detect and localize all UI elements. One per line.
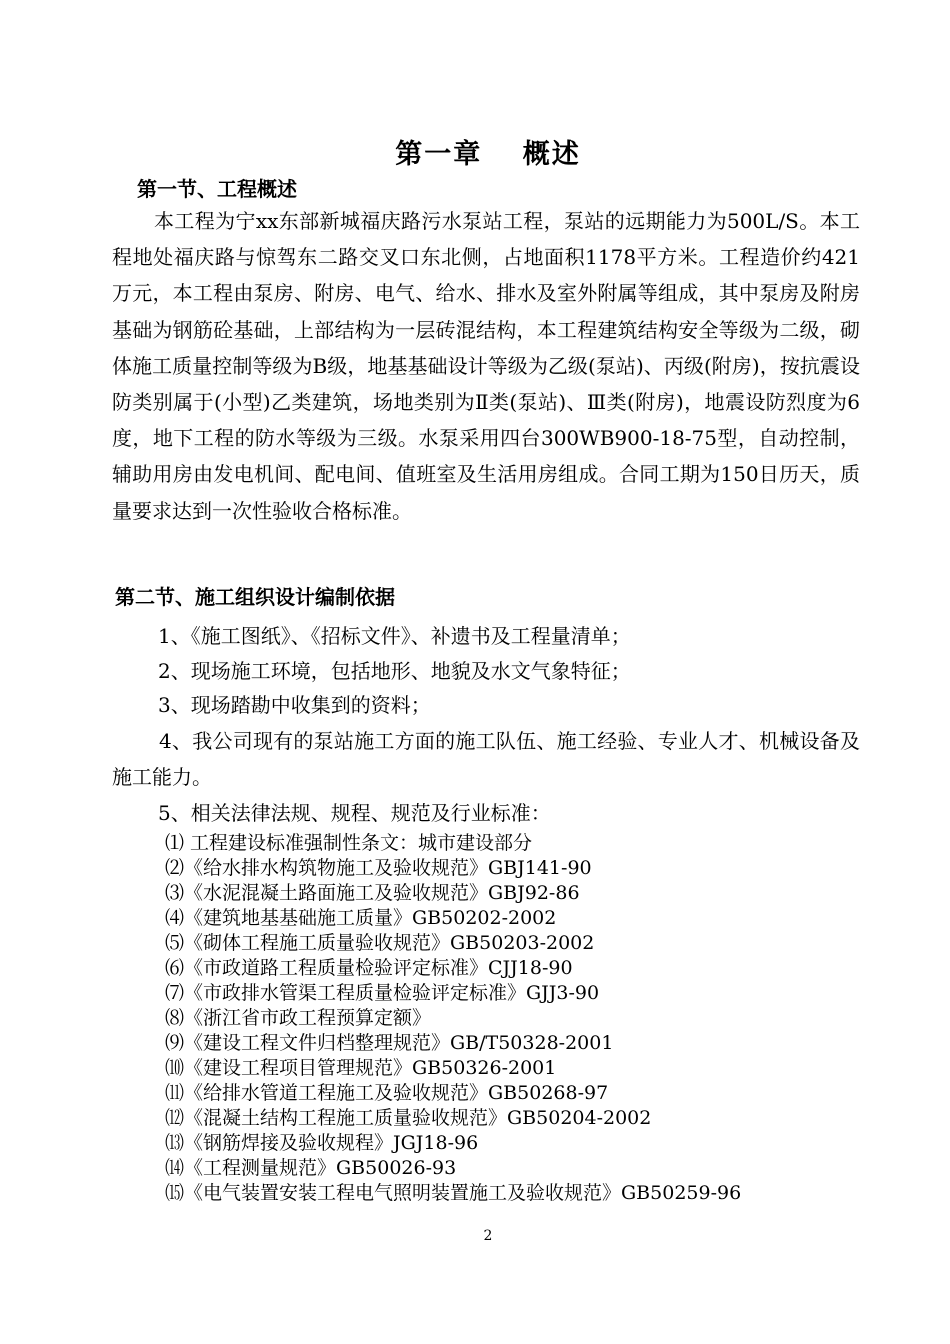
reference-item: ⑾《给排水管道工程施工及验收规范》GB50268-97 xyxy=(165,1082,609,1104)
reference-item: ⑼《建设工程文件归档整理规范》GB/T50328-2001 xyxy=(165,1032,614,1054)
reference-item: ⑿《混凝土结构工程施工质量验收规范》GB50204-2002 xyxy=(165,1107,652,1129)
reference-item: ⒂《电气装置安装工程电气照明装置施工及验收规范》GB50259-96 xyxy=(165,1182,742,1204)
page-number: 2 xyxy=(483,1228,493,1244)
reference-item: ⑸《砌体工程施工质量验收规范》GB50203-2002 xyxy=(165,932,595,954)
reference-item: ⑻《浙江省市政工程预算定额》 xyxy=(165,1007,432,1029)
basis-item-4: 4、我公司现有的泵站施工方面的施工队伍、施工经验、专业人才、机械设备及施工能力。 xyxy=(112,729,860,789)
section-heading-basis: 第二节、施工组织设计编制依据 xyxy=(115,585,395,609)
reference-item: ⑺《市政排水管渠工程质量检验评定标准》GJJ3-90 xyxy=(165,982,600,1004)
section-heading-overview: 第一节、工程概述 xyxy=(137,177,297,201)
reference-item: ⑴ 工程建设标准强制性条文：城市建设部分 xyxy=(165,832,533,854)
reference-item: ⑹《市政道路工程质量检验评定标准》CJJ18-90 xyxy=(165,957,573,979)
basis-item-2: 2、现场施工环境，包括地形、地貌及水文气象特征； xyxy=(158,659,631,683)
reference-item: ⑽《建设工程项目管理规范》GB50326-2001 xyxy=(165,1057,557,1079)
basis-item-1: 1、《施工图纸》、《招标文件》、补遗书及工程量清单； xyxy=(158,624,631,648)
project-overview-paragraph: 本工程为宁xx东部新城福庆路污水泵站工程，泵站的远期能力为500L/S。本工程地处福庆路与惊驾东二路交叉口东北侧，占地面积1178平方米。工程造价约421万元，本工程由泵房、附房、电气、给水、排水及室外附属等组成，其中泵房及附房基础为钢筋砼基础，上部结构为一层砖混结构，本工程建筑结构安全等级为二级，砌体施工质量控制等级为B级，地基基础设计等级为乙级(泵站)、丙级(附房)，按抗震设防类别属于(小型)乙类建筑，场地类别为Ⅱ类(泵站)、Ⅲ类(附房)，地震设防烈度为6度，地下工程的防水等级为三级。水泵采用四台300WB900-18-75型，自动控制，辅助用房由发电机间、配电间、值班室及生活用房组成。合同工期为150日历天，质量要求达到一次性验收合格标准。 xyxy=(112,209,860,523)
reference-item: ⒁《工程测量规范》GB50026-93 xyxy=(165,1157,457,1179)
chapter-title: 第一章 概述 xyxy=(395,139,581,170)
basis-item-3: 3、现场踏勘中收集到的资料； xyxy=(158,693,431,717)
basis-item-5: 5、相关法律法规、规程、规范及行业标准： xyxy=(158,801,551,825)
reference-item: ⑷《建筑地基基础施工质量》GB50202-2002 xyxy=(165,907,557,929)
reference-item: ⒀《钢筋焊接及验收规程》JGJ18-96 xyxy=(165,1132,479,1154)
reference-item: ⑶《水泥混凝土路面施工及验收规范》GBJ92-86 xyxy=(165,882,580,904)
reference-item: ⑵《给水排水构筑物施工及验收规范》GBJ141-90 xyxy=(165,857,592,879)
reference-list xyxy=(165,831,741,1206)
